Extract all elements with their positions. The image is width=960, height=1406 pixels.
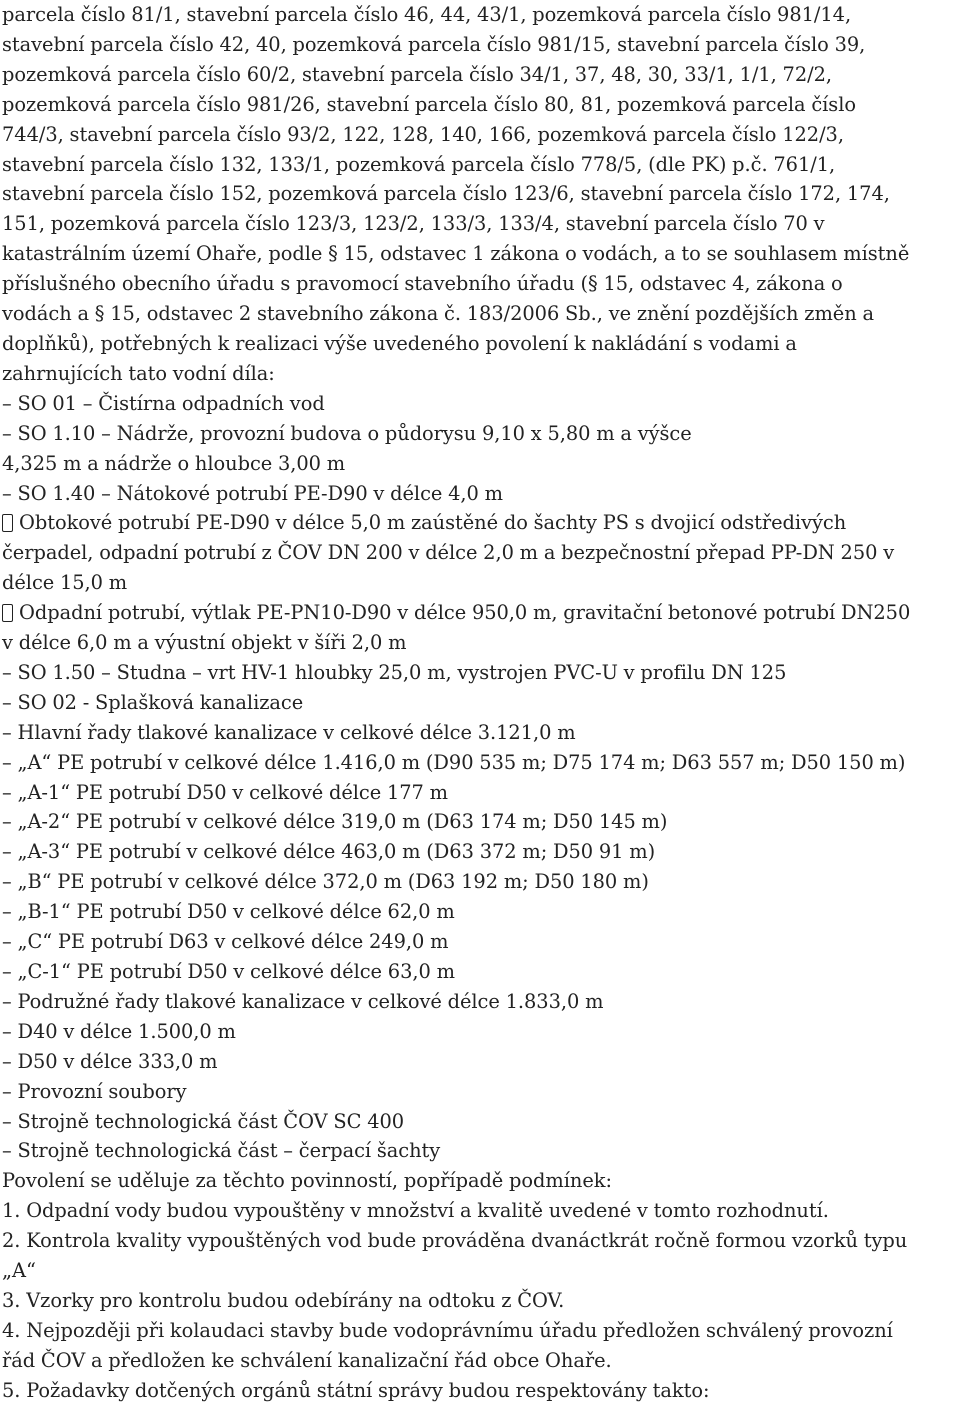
- intro-line: stavební parcela číslo 152, pozemková parcela číslo 123/6, stavební parcela číslo 172, 174,: [2, 182, 890, 206]
- list-item: – „A-1“ PE potrubí D50 v celkové délce 177 m: [2, 780, 448, 804]
- intro-line: stavební parcela číslo 42, 40, pozemková parcela číslo 981/15, stavební parcela číslo 39,: [2, 32, 866, 56]
- outlet-line: v délce 6,0 m a výustní objekt v šíři 2,0 m: [2, 631, 407, 655]
- intro-line: vodách a § 15, odstavec 2 stavebního zákona č. 183/2006 Sb., ve znění pozdějších změn a: [2, 302, 874, 326]
- list-item: – Hlavní řady tlakové kanalizace v celkové délce 3.121,0 m: [2, 720, 576, 744]
- outlet-line-text: Odpadní potrubí, výtlak PE-PN10-D90 v délce 950,0 m, gravitační betonové potrubí DN250: [19, 601, 911, 625]
- bypass-line-text: Obtokové potrubí PE-D90 v délce 5,0 m zaústěné do šachty PS s dvojicí odstředivých: [19, 511, 847, 535]
- list-item: – „C-1“ PE potrubí D50 v celkové délce 63,0 m: [2, 960, 455, 983]
- condition-item: 5. Požadavky dotčených orgánů státní správy budou respektovány takto:: [2, 1378, 710, 1402]
- list-item: – „A-2“ PE potrubí v celkové délce 319,0 m (D63 174 m; D50 145 m): [2, 810, 668, 834]
- outlet-line-first: [2, 598, 958, 628]
- intro-line: příslušného obecního úřadu s pravomocí stavebního úřadu (§ 15, odstavec 4, zákona o: [2, 272, 843, 296]
- bypass-paragraph: [2, 508, 958, 598]
- intro-line: parcela číslo 81/1, stavební parcela číslo 46, 44, 43/1, pozemková parcela číslo 981/14,: [2, 3, 852, 26]
- works-item: – SO 01 – Čistírna odpadních vod: [2, 391, 325, 415]
- list-item: – „C“ PE potrubí D63 v celkové délce 249,0 m: [2, 930, 449, 954]
- conditions-section: [2, 1166, 958, 1405]
- list-item: – Strojně technologická část – čerpací šachty: [2, 1139, 441, 1163]
- intro-line: zahrnujících tato vodní díla:: [2, 361, 275, 385]
- intro-line: pozemková parcela číslo 60/2, stavební parcela číslo 34/1, 37, 48, 30, 33/1, 1/1, 72/2,: [2, 62, 832, 86]
- list-item: – D50 v délce 333,0 m: [2, 1049, 218, 1073]
- bypass-line-first: [2, 508, 958, 538]
- condition-item: 3. Vzorky pro kontrolu budou odebírány na odtoku z ČOV.: [2, 1288, 565, 1312]
- conditions-heading: Povolení se uděluje za těchto povinností, popřípadě podmínek:: [2, 1169, 612, 1193]
- items-list: [2, 658, 958, 1166]
- intro-line: pozemková parcela číslo 981/26, stavební parcela číslo 80, 81, pozemková parcela číslo: [2, 92, 856, 116]
- intro-paragraph: [2, 0, 958, 389]
- condition-item: 2. Kontrola kvality vypouštěných vod bude prováděna dvanáctkrát ročně formou vzorků typu: [2, 1229, 908, 1253]
- intro-line: 151, pozemková parcela číslo 123/3, 123/2, 133/3, 133/4, stavební parcela číslo 70 v: [2, 212, 825, 236]
- list-item: – D40 v délce 1.500,0 m: [2, 1019, 236, 1043]
- bypass-line: délce 15,0 m: [2, 571, 128, 595]
- bypass-line: čerpadel, odpadní potrubí z ČOV DN 200 v délce 2,0 m a bezpečnostní přepad PP-DN 250 v: [2, 541, 895, 565]
- list-item: – Strojně technologická část ČOV SC 400: [2, 1109, 405, 1133]
- intro-line: stavební parcela číslo 132, 133/1, pozemková parcela číslo 778/5, (dle PK) p.č. 761/1,: [2, 152, 836, 176]
- condition-item: „A“: [2, 1259, 36, 1283]
- works-item: – SO 1.40 – Nátokové potrubí PE-D90 v délce 4,0 m: [2, 481, 503, 505]
- list-item: – Provozní soubory: [2, 1079, 187, 1103]
- list-item: – SO 1.50 – Studna – vrt HV-1 hloubky 25,0 m, vystrojen PVC-U v profilu DN 125: [2, 660, 787, 684]
- condition-item: 4. Nejpozději při kolaudaci stavby bude vodoprávnímu úřadu předložen schválený provozní: [2, 1318, 893, 1342]
- works-item: – SO 1.10 – Nádrže, provozní budova o půdorysu 9,10 x 5,80 m a výšce: [2, 421, 692, 445]
- intro-line: 744/3, stavební parcela číslo 93/2, 122, 128, 140, 166, pozemková parcela číslo 122/3,: [2, 122, 844, 146]
- missing-glyph-icon: [2, 514, 13, 532]
- intro-line: katastrálním území Ohaře, podle § 15, odstavec 1 zákona o vodách, a to se souhlasem místně: [2, 242, 910, 266]
- document-page: [2, 0, 958, 1406]
- list-item: – „A“ PE potrubí v celkové délce 1.416,0 m (D90 535 m; D75 174 m; D63 557 m; D50 150 m): [2, 750, 906, 774]
- list-item: – „B“ PE potrubí v celkové délce 372,0 m (D63 192 m; D50 180 m): [2, 870, 649, 894]
- list-item: – Podružné řady tlakové kanalizace v celkové délce 1.833,0 m: [2, 989, 604, 1013]
- missing-glyph-icon: [2, 604, 13, 622]
- list-item: – SO 02 - Splašková kanalizace: [2, 690, 304, 714]
- list-item: – „A-3“ PE potrubí v celkové délce 463,0 m (D63 372 m; D50 91 m): [2, 840, 656, 864]
- condition-item: řád ČOV a předložen ke schválení kanalizační řád obce Ohaře.: [2, 1348, 612, 1372]
- works-list: [2, 389, 958, 509]
- works-item: 4,325 m a nádrže o hloubce 3,00 m: [2, 451, 346, 475]
- outlet-paragraph: [2, 598, 958, 658]
- list-item: – „B-1“ PE potrubí D50 v celkové délce 62,0 m: [2, 900, 455, 924]
- intro-line: doplňků), potřebných k realizaci výše uvedeného povolení k nakládání s vodami a: [2, 331, 797, 355]
- condition-item: 1. Odpadní vody budou vypouštěny v množství a kvalitě uvedené v tomto rozhodnutí.: [2, 1199, 829, 1223]
